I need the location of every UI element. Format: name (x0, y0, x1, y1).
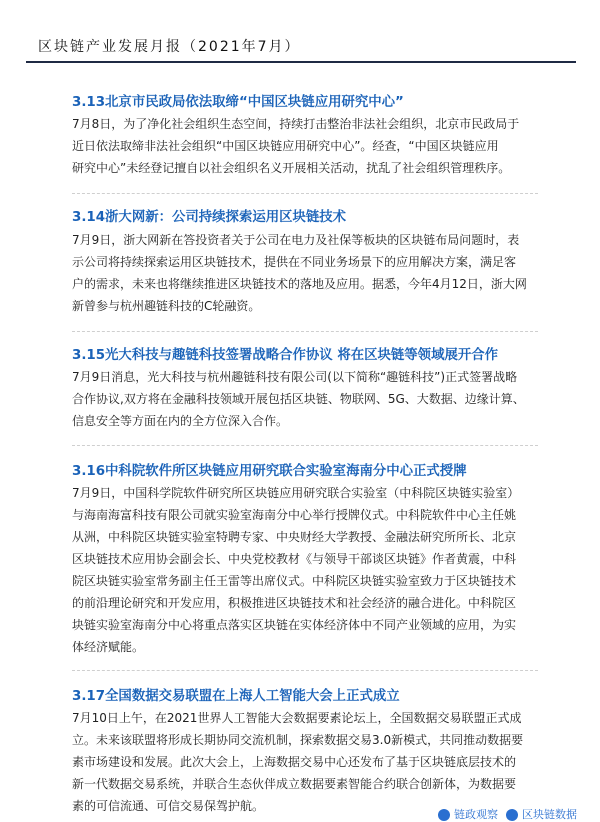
text-line: 素市场建设和发展。此次大会上，上海数据交易中心还发布了基于区块链底层技术的 (72, 755, 517, 769)
section-body-3-17 (72, 707, 542, 817)
page-header (0, 0, 600, 64)
text-line: 素的可信流通、可信交易保驾护航。 (72, 799, 265, 813)
text-line: 户的需求，未来也将继续推进区块链技术的落地及应用。据悉，今年4月12日，浙大网 (72, 277, 527, 291)
report-title: 区块链产业发展月报（2021年7月） (38, 39, 301, 55)
text-line: 7月9日消息，光大科技与杭州趣链科技有限公司(以下简称“趣链科技”)正式签署战略 (72, 370, 518, 384)
text-line: 7月10日上午，在2021世界人工智能大会数据要素论坛上，全国数据交易联盟正式成 (72, 711, 522, 725)
section-body-3-16 (72, 482, 542, 658)
text-line: 体经济赋能。 (72, 640, 145, 654)
footer-brand-right (506, 806, 577, 822)
text-line: 7月8日，为了净化社会组织生态空间，持续打击整治非法社会组织，北京市民政局于 (72, 117, 520, 131)
text-line: 信息安全等方面在内的全方位深入合作。 (72, 414, 289, 428)
text-line: 块链实验室海南分中心将重点落实区块链在实体经济体中不同产业领域的应用，为实 (72, 618, 517, 632)
text-line: 7月9日，中国科学院软件研究所区块链应用研究联合实验室（中科院区块链实验室） (72, 486, 520, 500)
footer-brand-left-label: 链政观察 (454, 808, 498, 821)
text-line: 新曾参与杭州趣链科技的C轮融资。 (72, 299, 261, 313)
text-line: 新一代数据交易系统，并联合生态伙伴成立数据要素智能合约联合创新体，为数据要 (72, 777, 517, 791)
text-line: 区块链技术应用协会副会长、中央党校教材《与领导干部谈区块链》作者黄震，中科 (72, 552, 517, 566)
section-heading-3-13: 3.13北京市民政局依法取缔“中国区块链应用研究中心” (72, 95, 404, 110)
text-line: 近日依法取缔非法社会组织“中国区块链应用研究中心”。经查，“中国区块链应用 (72, 139, 499, 153)
text-line: 从洲，中科院区块链实验室特聘专家、中央财经大学教授、金融法研究所所长、北京 (72, 530, 517, 544)
footer-brand-left (438, 806, 498, 822)
section-heading-3-14: 3.14浙大网新：公司持续探索运用区块链技术 (72, 210, 347, 225)
section-body-3-14 (72, 229, 542, 317)
section-body-3-13 (72, 113, 542, 179)
header-divider (26, 61, 576, 63)
text-line: 示公司将持续探索运用区块链技术，提供在不同业务场景下的应用解决方案，满足客 (72, 255, 517, 269)
text-line: 与海南海富科技有限公司就实验室海南分中心举行授牌仪式。中科院软件中心主任姚 (72, 508, 517, 522)
section-heading-3-17: 3.17全国数据交易联盟在上海人工智能大会上正式成立 (72, 689, 400, 704)
text-line: 合作协议,双方将在金融科技领域开展包括区块链、物联网、5G、大数据、边缘计算、 (72, 392, 525, 406)
section-heading-3-16: 3.16中科院软件所区块链应用研究联合实验室海南分中心正式授牌 (72, 464, 467, 479)
section-divider (72, 193, 538, 194)
section-divider (72, 670, 538, 671)
text-line: 7月9日，浙大网新在答投资者关于公司在电力及社保等板块的区块链布局问题时，表 (72, 233, 520, 247)
brand-logo-icon (438, 809, 450, 821)
text-line: 立。未来该联盟将形成长期协同交流机制，探索数据交易3.0新模式，共同推动数据要 (72, 733, 524, 747)
section-divider (72, 445, 538, 446)
section-body-3-15 (72, 366, 542, 432)
text-line: 院区块链实验室常务副主任王雷等出席仪式。中科院区块链实验室致力于区块链技术 (72, 574, 517, 588)
section-heading-3-15: 3.15光大科技与趣链科技签署战略合作协议 将在区块链等领域展开合作 (72, 348, 499, 363)
footer-brand-right-label: 区块链数据 (522, 808, 577, 821)
section-divider (72, 331, 538, 332)
text-line: 研究中心”未经登记擅自以社会组织名义开展相关活动，扰乱了社会组织管理秩序。 (72, 161, 511, 175)
brand-logo-icon (506, 809, 518, 821)
text-line: 的前沿理论研究和开发应用，积极推进区块链技术和社会经济的融合进化。中科院区 (72, 596, 517, 610)
